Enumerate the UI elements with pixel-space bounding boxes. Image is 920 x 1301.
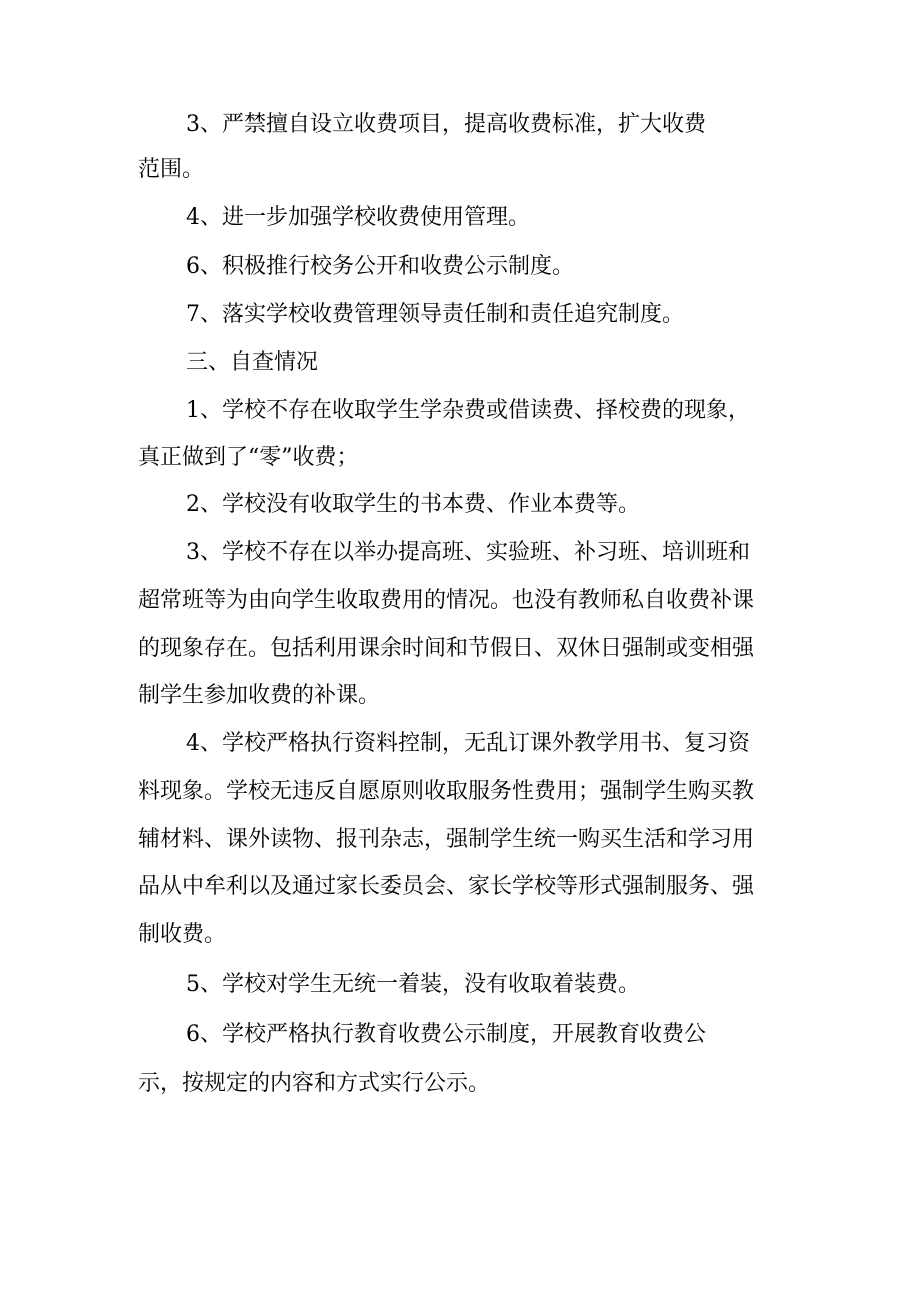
text-line: 范围。 [138,157,205,182]
text-line: 辅材料、课外读物、报刊杂志，强制学生统一购买生活和学习用 [138,827,755,852]
text-line: 超常班等为由向学生收取费用的情况。也没有教师私自收费补课 [138,588,755,613]
text-line: 6、学校严格执行教育收费公示制度，开展教育收费公 [186,1022,706,1047]
text-line: 5、学校对学生无统一着装，没有收取着装费。 [186,972,640,997]
text-line: 制收费。 [138,922,227,947]
text-line: 真正做到了“零”收费； [138,445,359,470]
text-line: 6、积极推行校务公开和收费公示制度。 [186,254,574,279]
text-line: 3、严禁擅自设立收费项目，提高收费标准，扩大收费 [186,112,706,137]
text-line: 制学生参加收费的补课。 [138,683,381,708]
text-line: 7、落实学校收费管理领导责任制和责任追究制度。 [186,302,684,327]
text-line: 4、进一步加强学校收费使用管理。 [186,205,530,230]
section-heading: 三、自查情况 [186,350,319,375]
text-line: 2、学校没有收取学生的书本费、作业本费等。 [186,492,640,517]
text-line: 品从中牟利以及通过家长委员会、家长学校等形式强制服务、强 [138,874,755,899]
text-line: 料现象。学校无违反自愿原则收取服务性费用；强制学生购买教 [138,779,755,804]
text-line: 示，按规定的内容和方式实行公示。 [138,1071,491,1096]
text-line: 1、学校不存在收取学生学杂费或借读费、择校费的现象， [186,398,750,423]
text-line: 4、学校严格执行资料控制，无乱订课外教学用书、复习资 [186,731,750,756]
text-line: 的现象存在。包括利用课余时间和节假日、双休日强制或变相强 [138,636,755,661]
text-line: 3、学校不存在以举办提高班、实验班、补习班、培训班和 [186,540,750,565]
